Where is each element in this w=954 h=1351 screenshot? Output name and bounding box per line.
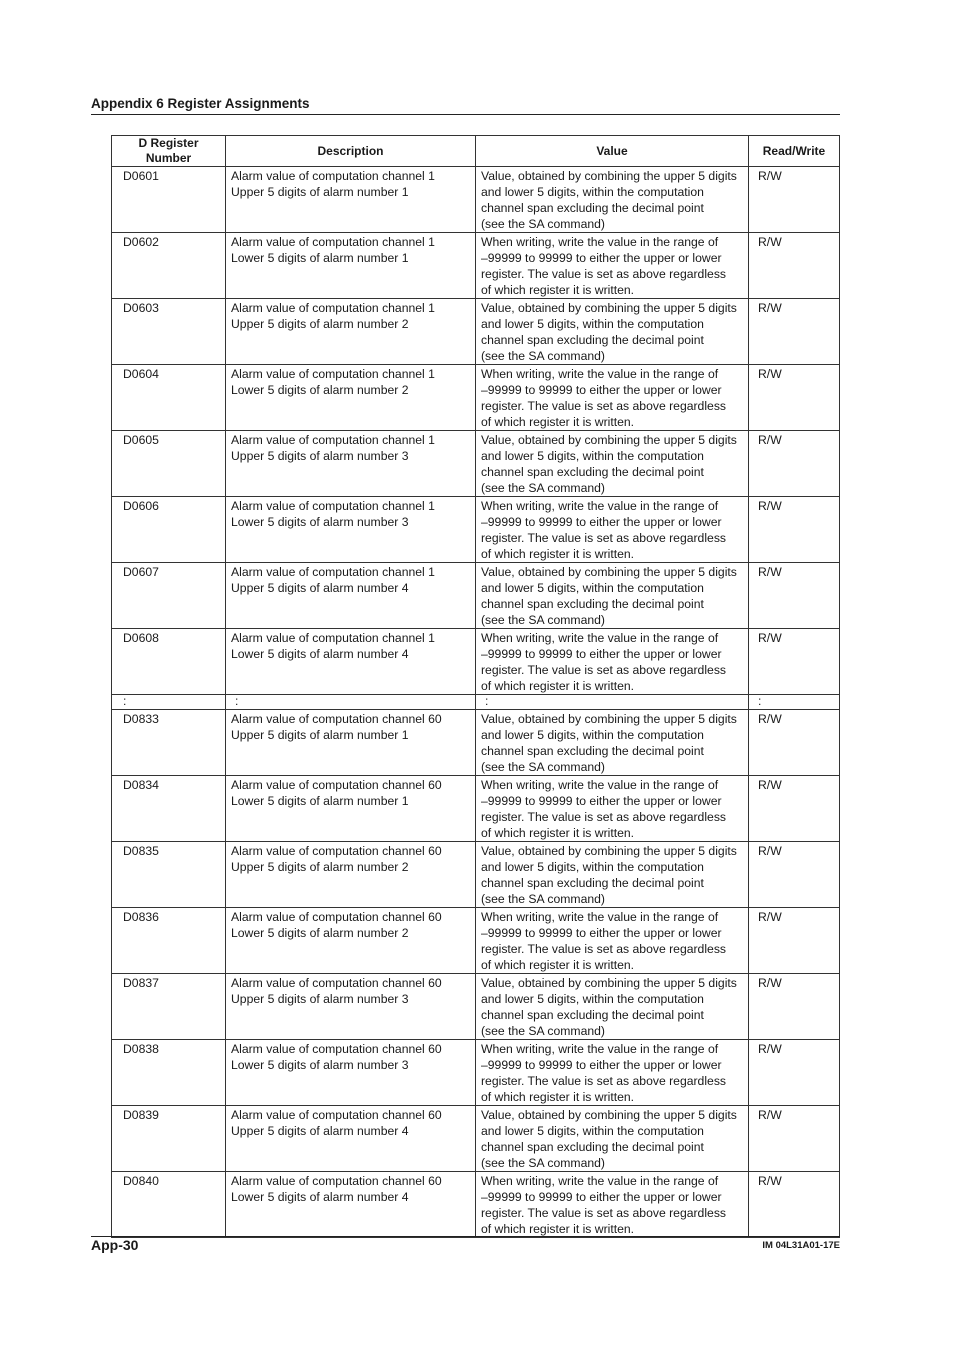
read-write-cell xyxy=(749,908,840,974)
register-number-cell xyxy=(112,167,226,233)
header-divider xyxy=(91,114,840,115)
register-number-cell xyxy=(112,299,226,365)
value-cell xyxy=(476,776,749,842)
register-number-cell xyxy=(112,1172,226,1238)
read-write-cell xyxy=(749,1172,840,1238)
value-cell-text: Value, obtained by combining the upper 5 digits and lower 5 digits, within the computation channel span excluding the decimal point (see the SA command) xyxy=(481,433,737,495)
read-write-cell-text: R/W xyxy=(758,433,782,447)
description-cell-text: Alarm value of computation channel 1 Lower 5 digits of alarm number 3 xyxy=(231,499,435,529)
description-cell xyxy=(226,1040,476,1106)
value-cell xyxy=(476,563,749,629)
value-cell-text: Value, obtained by combining the upper 5 digits and lower 5 digits, within the computation channel span excluding the decimal point (see the SA command) xyxy=(481,565,737,627)
table-row xyxy=(112,974,840,1040)
document-id: IM 04L31A01-17E xyxy=(762,1240,840,1251)
value-cell-text: When writing, write the value in the range of –99999 to 99999 to either the upper or lower register. The value is set as above regardless of which register it is written. xyxy=(481,1042,727,1104)
read-write-cell xyxy=(749,299,840,365)
table-row xyxy=(112,167,840,233)
register-number-cell-text: D0834 xyxy=(123,778,159,792)
description-cell-text: Alarm value of computation channel 1 Lower 5 digits of alarm number 2 xyxy=(231,367,435,397)
description-cell xyxy=(226,365,476,431)
description-cell xyxy=(226,563,476,629)
column-header-value: Value xyxy=(476,136,749,167)
register-number-cell-text: D0836 xyxy=(123,910,159,924)
register-number-cell xyxy=(112,563,226,629)
ellipsis-cell: : xyxy=(476,695,749,710)
register-number-cell xyxy=(112,842,226,908)
register-number-cell-text: D0605 xyxy=(123,433,159,447)
value-cell-text: Value, obtained by combining the upper 5 digits and lower 5 digits, within the computation channel span excluding the decimal point (see the SA command) xyxy=(481,976,737,1038)
table-row xyxy=(112,842,840,908)
description-cell xyxy=(226,908,476,974)
register-number-cell xyxy=(112,974,226,1040)
read-write-cell xyxy=(749,710,840,776)
table-row xyxy=(112,1040,840,1106)
register-number-cell-text: D0607 xyxy=(123,565,159,579)
value-cell-text: When writing, write the value in the range of –99999 to 99999 to either the upper or lower register. The value is set as above regardless of which register it is written. xyxy=(481,1174,727,1236)
read-write-cell xyxy=(749,167,840,233)
read-write-cell xyxy=(749,431,840,497)
description-cell-text: Alarm value of computation channel 60 Upper 5 digits of alarm number 3 xyxy=(231,976,442,1006)
read-write-cell xyxy=(749,629,840,695)
value-cell xyxy=(476,167,749,233)
description-cell-text: Alarm value of computation channel 60 Upper 5 digits of alarm number 2 xyxy=(231,844,442,874)
register-number-cell xyxy=(112,1106,226,1172)
table-row xyxy=(112,1106,840,1172)
value-cell xyxy=(476,1040,749,1106)
value-cell-text: When writing, write the value in the range of –99999 to 99999 to either the upper or lower register. The value is set as above regardless of which register it is written. xyxy=(481,235,727,297)
description-cell-text: Alarm value of computation channel 1 Upper 5 digits of alarm number 3 xyxy=(231,433,435,463)
register-number-cell-text: D0837 xyxy=(123,976,159,990)
footer-divider xyxy=(91,1236,840,1237)
read-write-cell-text: R/W xyxy=(758,631,782,645)
table-row xyxy=(112,710,840,776)
read-write-cell-text: R/W xyxy=(758,169,782,183)
value-cell xyxy=(476,1172,749,1238)
value-cell xyxy=(476,908,749,974)
value-cell-text: When writing, write the value in the range of –99999 to 99999 to either the upper or lower register. The value is set as above regardless of which register it is written. xyxy=(481,910,727,972)
read-write-cell-text: R/W xyxy=(758,712,782,726)
table-row xyxy=(112,365,840,431)
value-cell xyxy=(476,1106,749,1172)
read-write-cell xyxy=(749,497,840,563)
value-cell-text: Value, obtained by combining the upper 5 digits and lower 5 digits, within the computation channel span excluding the decimal point (see the SA command) xyxy=(481,1108,737,1170)
value-cell xyxy=(476,365,749,431)
register-table xyxy=(111,135,840,1238)
register-number-cell xyxy=(112,710,226,776)
value-cell xyxy=(476,299,749,365)
table-row xyxy=(112,563,840,629)
description-cell-text: Alarm value of computation channel 1 Upper 5 digits of alarm number 2 xyxy=(231,301,435,331)
value-cell xyxy=(476,974,749,1040)
read-write-cell xyxy=(749,1040,840,1106)
register-number-cell-text: D0601 xyxy=(123,169,159,183)
register-number-cell xyxy=(112,1040,226,1106)
value-cell-text: Value, obtained by combining the upper 5 digits and lower 5 digits, within the computation channel span excluding the decimal point (see the SA command) xyxy=(481,844,737,906)
value-cell-text: When writing, write the value in the range of –99999 to 99999 to either the upper or lower register. The value is set as above regardless of which register it is written. xyxy=(481,499,727,561)
table-row xyxy=(112,908,840,974)
ellipsis-cell: : xyxy=(112,695,226,710)
read-write-cell xyxy=(749,563,840,629)
ellipsis-row xyxy=(112,695,840,710)
register-number-cell-text: D0840 xyxy=(123,1174,159,1188)
read-write-cell xyxy=(749,776,840,842)
read-write-cell-text: R/W xyxy=(758,235,782,249)
column-header-register-number: D Register Number xyxy=(112,136,226,167)
read-write-cell-text: R/W xyxy=(758,367,782,381)
value-cell xyxy=(476,431,749,497)
description-cell-text: Alarm value of computation channel 60 Lower 5 digits of alarm number 1 xyxy=(231,778,442,808)
register-number-cell-text: D0603 xyxy=(123,301,159,315)
read-write-cell xyxy=(749,233,840,299)
register-number-cell-text: D0608 xyxy=(123,631,159,645)
register-number-cell-text: D0838 xyxy=(123,1042,159,1056)
column-header-description: Description xyxy=(226,136,476,167)
value-cell xyxy=(476,233,749,299)
description-cell-text: Alarm value of computation channel 1 Upper 5 digits of alarm number 4 xyxy=(231,565,435,595)
value-cell-text: When writing, write the value in the range of –99999 to 99999 to either the upper or lower register. The value is set as above regardless of which register it is written. xyxy=(481,778,727,840)
description-cell xyxy=(226,233,476,299)
register-number-cell xyxy=(112,908,226,974)
register-number-cell xyxy=(112,497,226,563)
page-number: App-30 xyxy=(91,1237,139,1253)
read-write-cell xyxy=(749,365,840,431)
description-cell-text: Alarm value of computation channel 60 Upper 5 digits of alarm number 1 xyxy=(231,712,442,742)
register-number-cell xyxy=(112,233,226,299)
read-write-cell xyxy=(749,842,840,908)
register-number-cell xyxy=(112,365,226,431)
read-write-cell-text: R/W xyxy=(758,778,782,792)
read-write-cell-text: R/W xyxy=(758,976,782,990)
column-header-read-write: Read/Write xyxy=(749,136,840,167)
read-write-cell-text: R/W xyxy=(758,1108,782,1122)
value-cell xyxy=(476,842,749,908)
description-cell-text: Alarm value of computation channel 1 Lower 5 digits of alarm number 4 xyxy=(231,631,435,661)
register-number-cell-text: D0604 xyxy=(123,367,159,381)
description-cell-text: Alarm value of computation channel 1 Upper 5 digits of alarm number 1 xyxy=(231,169,435,199)
read-write-cell xyxy=(749,974,840,1040)
ellipsis-cell: : xyxy=(226,695,476,710)
page-header-title: Appendix 6 Register Assignments xyxy=(91,96,310,111)
register-number-cell-text: D0833 xyxy=(123,712,159,726)
description-cell xyxy=(226,299,476,365)
description-cell xyxy=(226,842,476,908)
table-row xyxy=(112,233,840,299)
read-write-cell-text: R/W xyxy=(758,301,782,315)
read-write-cell-text: R/W xyxy=(758,565,782,579)
value-cell-text: Value, obtained by combining the upper 5 digits and lower 5 digits, within the computation channel span excluding the decimal point (see the SA command) xyxy=(481,712,737,774)
description-cell-text: Alarm value of computation channel 1 Lower 5 digits of alarm number 1 xyxy=(231,235,435,265)
register-number-cell xyxy=(112,431,226,497)
value-cell-text: When writing, write the value in the range of –99999 to 99999 to either the upper or lower register. The value is set as above regardless of which register it is written. xyxy=(481,367,727,429)
value-cell xyxy=(476,710,749,776)
description-cell xyxy=(226,710,476,776)
description-cell xyxy=(226,431,476,497)
register-number-cell xyxy=(112,629,226,695)
description-cell xyxy=(226,1106,476,1172)
read-write-cell-text: R/W xyxy=(758,1174,782,1188)
register-number-cell-text: D0839 xyxy=(123,1108,159,1122)
register-number-cell xyxy=(112,776,226,842)
table-row xyxy=(112,776,840,842)
table-row xyxy=(112,431,840,497)
table-row xyxy=(112,299,840,365)
description-cell-text: Alarm value of computation channel 60 Lower 5 digits of alarm number 2 xyxy=(231,910,442,940)
description-cell xyxy=(226,1172,476,1238)
table-header-row xyxy=(112,136,840,167)
read-write-cell-text: R/W xyxy=(758,844,782,858)
value-cell xyxy=(476,497,749,563)
description-cell xyxy=(226,629,476,695)
table-row xyxy=(112,1172,840,1238)
table-row xyxy=(112,497,840,563)
description-cell xyxy=(226,776,476,842)
value-cell-text: Value, obtained by combining the upper 5 digits and lower 5 digits, within the computation channel span excluding the decimal point (see the SA command) xyxy=(481,169,737,231)
read-write-cell-text: R/W xyxy=(758,499,782,513)
read-write-cell-text: R/W xyxy=(758,910,782,924)
read-write-cell xyxy=(749,1106,840,1172)
register-number-cell-text: D0835 xyxy=(123,844,159,858)
register-number-cell-text: D0606 xyxy=(123,499,159,513)
value-cell xyxy=(476,629,749,695)
description-cell xyxy=(226,974,476,1040)
value-cell-text: Value, obtained by combining the upper 5 digits and lower 5 digits, within the computation channel span excluding the decimal point (see the SA command) xyxy=(481,301,737,363)
description-cell-text: Alarm value of computation channel 60 Lower 5 digits of alarm number 4 xyxy=(231,1174,442,1204)
description-cell xyxy=(226,497,476,563)
description-cell xyxy=(226,167,476,233)
ellipsis-cell: : xyxy=(749,695,840,710)
register-number-cell-text: D0602 xyxy=(123,235,159,249)
description-cell-text: Alarm value of computation channel 60 Upper 5 digits of alarm number 4 xyxy=(231,1108,442,1138)
table-row xyxy=(112,629,840,695)
description-cell-text: Alarm value of computation channel 60 Lower 5 digits of alarm number 3 xyxy=(231,1042,442,1072)
read-write-cell-text: R/W xyxy=(758,1042,782,1056)
value-cell-text: When writing, write the value in the range of –99999 to 99999 to either the upper or lower register. The value is set as above regardless of which register it is written. xyxy=(481,631,727,693)
